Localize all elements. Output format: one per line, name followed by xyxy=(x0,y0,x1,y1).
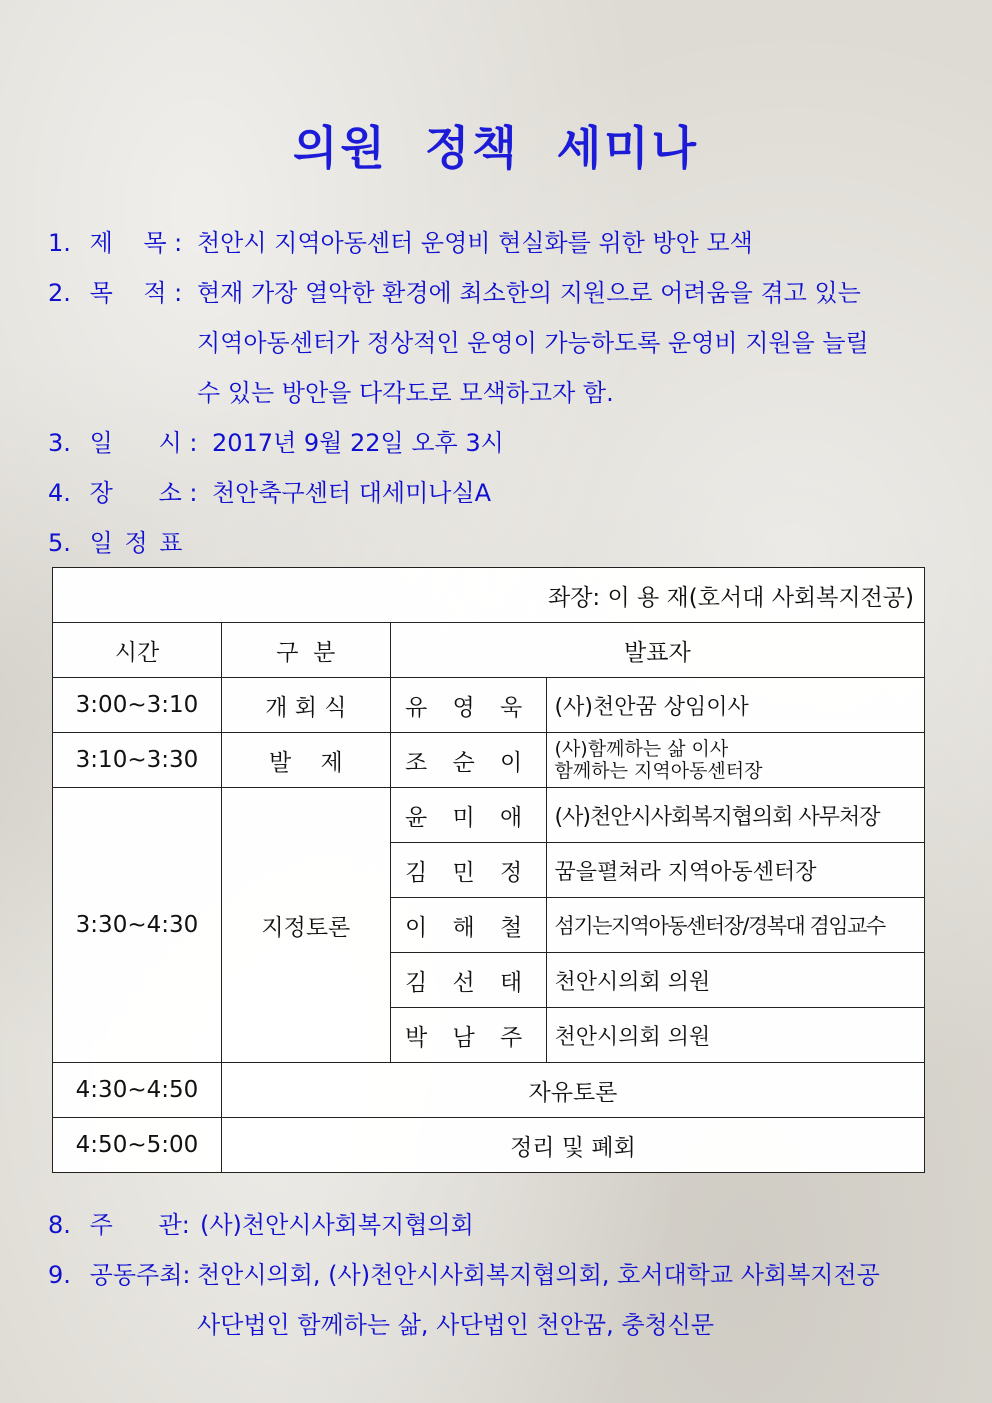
item-label: 공동주최: xyxy=(89,1261,191,1289)
table-row-chair xyxy=(53,568,925,623)
item-cohosts-value-2: 사단법인 함께하는 삶, 사단법인 천안꿈, 충청신문 xyxy=(197,1311,715,1339)
presenter-affiliation: 천안시의회 의원 xyxy=(546,953,924,1008)
item-venue xyxy=(48,473,198,508)
item-purpose-value-3: 수 있는 방안을 다각도로 모색하고자 함. xyxy=(197,379,614,407)
item-label: 장 소 : xyxy=(89,479,198,507)
item-cohosts-value: 천안시의회, (사)천안시사회복지협의회, 호서대학교 사회복지전공 xyxy=(197,1261,880,1289)
header-time: 시간 xyxy=(53,623,222,678)
table-row xyxy=(53,678,925,733)
span-cell: 정리 및 폐회 xyxy=(221,1118,924,1173)
item-datetime xyxy=(48,423,198,458)
table-row xyxy=(53,733,925,788)
chair-cell: 좌장: 이 용 재(호서대 사회복지전공) xyxy=(53,568,925,623)
item-purpose-value-2: 지역아동센터가 정상적인 운영이 가능하도록 운영비 지원을 늘릴 xyxy=(197,329,869,357)
presenter-affiliation: 천안시의회 의원 xyxy=(546,1008,924,1063)
table-header-row xyxy=(53,623,925,678)
presenter-affiliation xyxy=(546,733,924,788)
presenter-name: 조 순 이 xyxy=(390,733,546,788)
table-row xyxy=(53,1118,925,1173)
header-presenter: 발표자 xyxy=(390,623,924,678)
item-purpose xyxy=(48,273,182,308)
time-cell: 3:30~4:30 xyxy=(53,788,222,1063)
item-number: 9. xyxy=(48,1261,71,1289)
item-venue-value: 천안축구센터 대세미나실A xyxy=(212,479,492,507)
presenter-name: 김 선 태 xyxy=(390,953,546,1008)
presenter-affiliation: 꿈을펼쳐라 지역아동센터장 xyxy=(546,843,924,898)
item-number: 3. xyxy=(48,429,71,457)
item-organizer xyxy=(48,1205,190,1240)
item-label: 일 시 : xyxy=(89,429,198,457)
presenter-name: 박 남 주 xyxy=(390,1008,546,1063)
presenter-name: 김 민 정 xyxy=(390,843,546,898)
schedule-table xyxy=(52,567,925,1173)
presenter-affiliation: 섬기는지역아동센터장/경복대 겸임교수 xyxy=(546,898,924,953)
page-title: 의원 정책 세미나 xyxy=(292,121,700,175)
presenter-name: 유 영 욱 xyxy=(390,678,546,733)
time-cell: 4:50~5:00 xyxy=(53,1118,222,1173)
presenter-name: 이 해 철 xyxy=(390,898,546,953)
time-cell: 3:00~3:10 xyxy=(53,678,222,733)
time-cell: 3:10~3:30 xyxy=(53,733,222,788)
item-number: 2. xyxy=(48,279,71,307)
affiliation-line: 함께하는 지역아동센터장 xyxy=(554,760,763,782)
header-category: 구 분 xyxy=(221,623,390,678)
item-organizer-value: (사)천안시사회복지협의회 xyxy=(200,1211,474,1239)
item-number: 5. xyxy=(48,529,71,557)
item-purpose-value: 현재 가장 열악한 환경에 최소한의 지원으로 어려움을 겪고 있는 xyxy=(197,279,861,307)
item-schedule xyxy=(48,523,184,558)
item-number: 4. xyxy=(48,479,71,507)
item-subject xyxy=(48,223,182,258)
category-cell: 지정토론 xyxy=(221,788,390,1063)
item-datetime-value: 2017년 9월 22일 오후 3시 xyxy=(212,429,504,457)
table-row xyxy=(53,1063,925,1118)
table-row xyxy=(53,788,925,843)
category-cell: 발 제 xyxy=(221,733,390,788)
presenter-affiliation: (사)천안시사회복지협의회 사무처장 xyxy=(546,788,924,843)
item-subject-value: 천안시 지역아동센터 운영비 현실화를 위한 방안 모색 xyxy=(197,229,753,257)
presenter-affiliation: (사)천안꿈 상임이사 xyxy=(546,678,924,733)
presenter-name: 윤 미 애 xyxy=(390,788,546,843)
item-label: 일 정 표 xyxy=(89,529,185,557)
time-cell: 4:30~4:50 xyxy=(53,1063,222,1118)
item-cohosts xyxy=(48,1255,190,1290)
item-label: 목 적 : xyxy=(89,279,183,307)
item-number: 8. xyxy=(48,1211,71,1239)
span-cell: 자유토론 xyxy=(221,1063,924,1118)
item-label: 제 목 : xyxy=(89,229,183,257)
item-label: 주 관: xyxy=(89,1211,190,1239)
affiliation-line: (사)함께하는 삶 이사 xyxy=(554,738,729,760)
category-cell: 개 회 식 xyxy=(221,678,390,733)
item-number: 1. xyxy=(48,229,71,257)
